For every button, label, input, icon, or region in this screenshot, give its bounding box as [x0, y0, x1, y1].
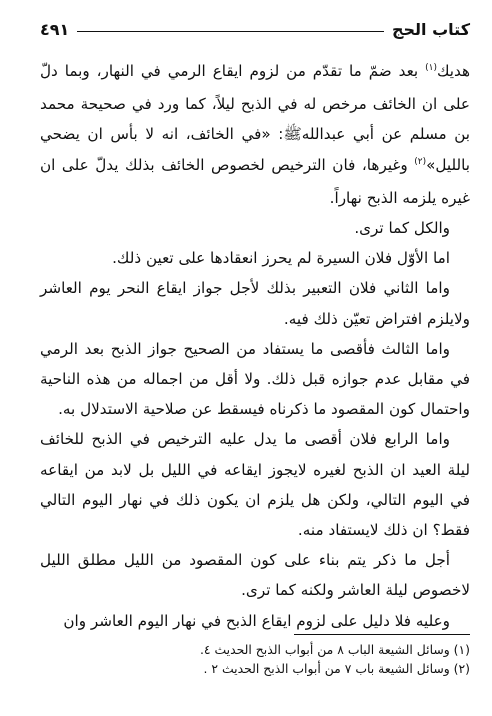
chapter-title: كتاب الحج: [391, 19, 470, 39]
paragraph-text: هديك: [436, 62, 470, 80]
paragraph: واما الثاني فلان التعبير بذلك لأجل جواز ايقاع النحر يوم العاشر ولايلزم افتراض تعيّن ذلك فيه.: [40, 279, 470, 328]
footnote-ref-1: (١): [425, 63, 437, 73]
footnotes: [40, 640, 470, 678]
paragraph: واما الرابع فلان أقصى ما يدل عليه الترخيص في الذبح للخائف ليلة العيد ان الذبح لغيره لايجوز ايقاعه في الليل بل لابد من ايقاعه في اليوم التالي، ولكن هل يلزم ان يكون ذلك في نهار اليوم التالي فقط؟ ان ذلك لايستفاد منه.: [40, 430, 470, 540]
footnote-1: (١) وسائل الشيعة الباب ٨ من أبواب الذبح الحديث ٤.: [199, 642, 470, 657]
paragraph: [40, 56, 470, 213]
footnote-ref-2: (٢): [414, 156, 427, 167]
paragraph-text: وغيرها، فان الترخيص لخصوص الخائف بذلك يدلّ على ان غيره يلزمه الذبح نهاراً.: [40, 155, 470, 207]
paragraph: أجل ما ذكر يتم بناء على كون المقصود من الليل مطلق الليل لاخصوص ليلة العاشر ولكنه كما ترى.: [40, 551, 470, 600]
footnote-rule: [294, 634, 470, 635]
paragraph: وعليه فلا دليل على لزوم ايقاع الذبح في نهار اليوم العاشر وان: [63, 611, 450, 630]
paragraph: اما الأوّل فلان السيرة لم يحرز انعقادها على تعين ذلك.: [112, 249, 450, 268]
paragraph: والكل كما ترى.: [354, 219, 450, 238]
header-rule: [77, 31, 384, 32]
body-text: [40, 56, 470, 636]
page-header: [40, 16, 470, 42]
footnote-2: (٢) وسائل الشيعة باب ٧ من أبواب الذبح الحديث ٢ .: [203, 661, 470, 676]
paragraph-text: بعد ضمّ ما تقدّم من لزوم ايقاع الرمي في النهار، وبما دلّ على ان الخائف مرخص له في الذبح ليلاً، كما ورد في صحيحة محمد بن مسلم عن أبي عبدالله‌ﷺ: «في الخائف، انه لا بأس ان يضحي بالليل»: [40, 62, 470, 174]
paragraph: واما الثالث فأقصى ما يستفاد من الصحيح جواز الذبح بعد الرمي في مقابل عدم جوازه قبل ذلك. ولا أقل من اجماله من هذه الناحية واحتمال كون المقصود ما ذكرناه فيسقط عن صلاحية الاستدلال به.: [40, 339, 470, 419]
page-number: ٤٩١: [40, 19, 70, 39]
